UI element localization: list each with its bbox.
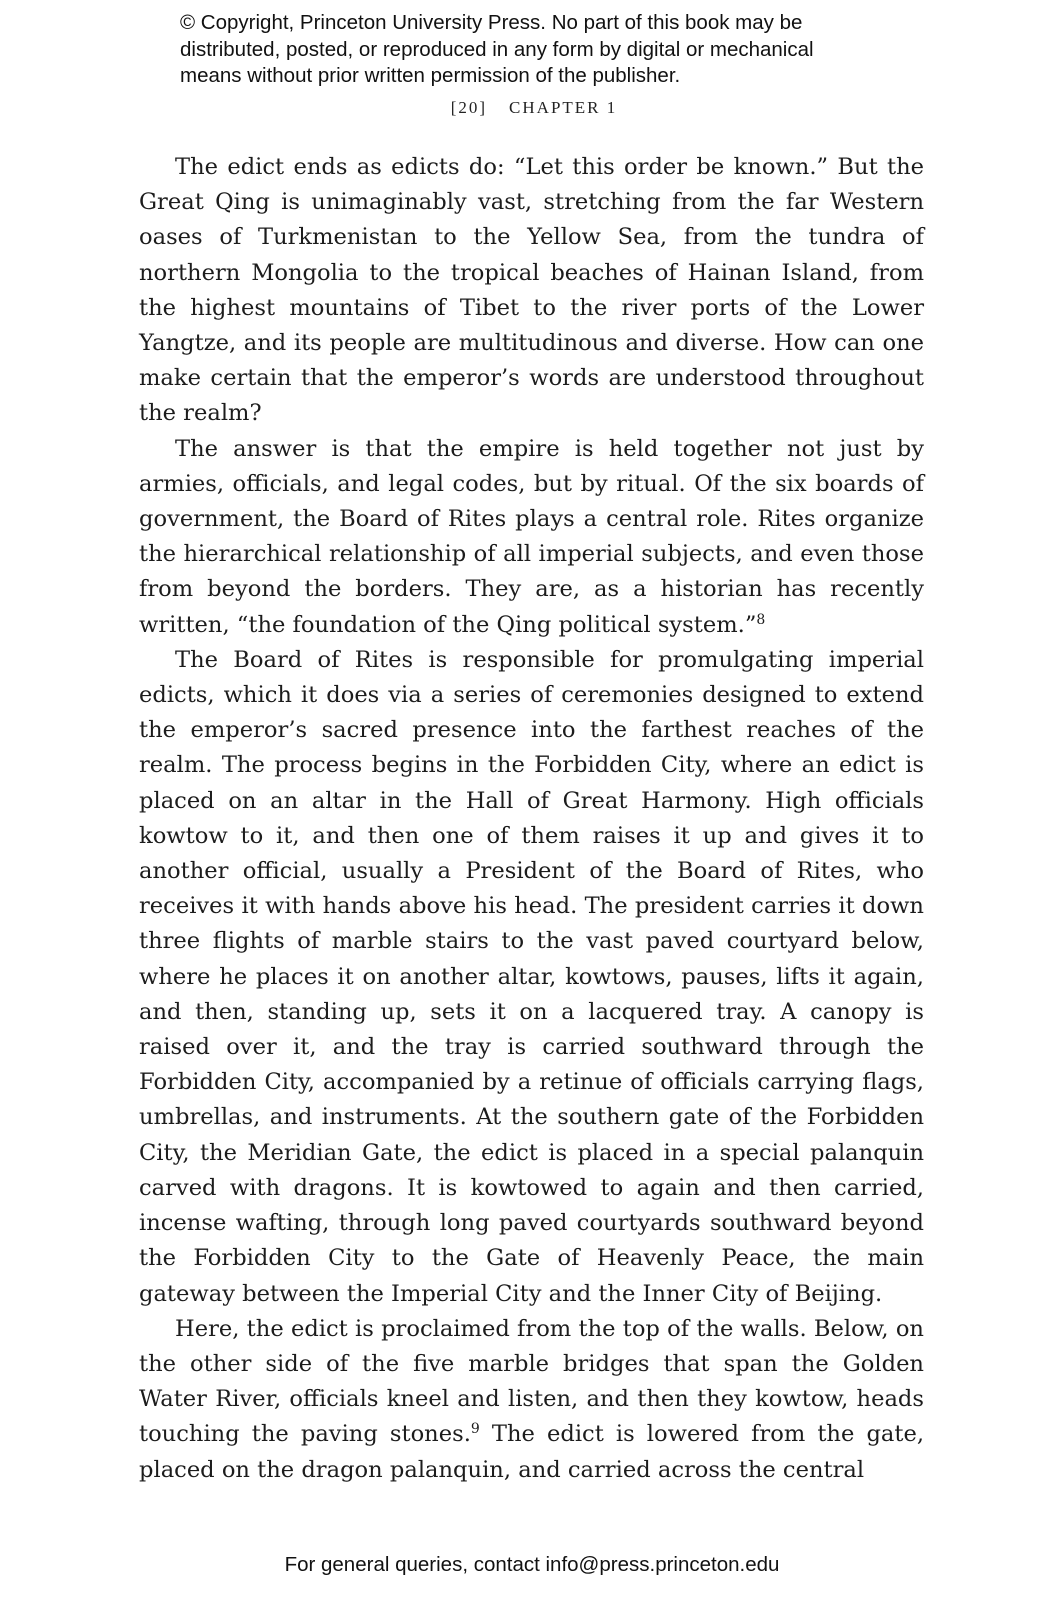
paragraph-3 — [139, 643, 924, 1312]
copyright-line-3: means without prior written permission of the publisher. — [180, 64, 681, 87]
running-head — [0, 98, 1050, 118]
footnote-ref-8: 8 — [756, 611, 766, 628]
paragraph-4-text-end: The edict is lowered from the gate, placed on the dragon palanquin, and carried across the central — [139, 1421, 925, 1483]
paragraph-1 — [139, 150, 924, 432]
footnote-ref-9: 9 — [470, 1421, 480, 1438]
paragraph-4-text-start: Here, the edict is proclaimed from the top of the walls. Below, on the other side of the five marble bridges that span the Golden Water River, officials kneel and listen, and then they kowtow, heads touching the paving stones. — [139, 1315, 924, 1448]
paragraph-2-text: The answer is that the empire is held together not just by armies, officials, and legal codes, but by ritual. Of the six boards of government, the Board of Rites plays a central role. Rites organize the hierarchical relationship of all imperial subjects, and even those from beyond the borders. They are, as a historian has recently written, “the foundation of the Qing political system.” — [139, 435, 924, 638]
copyright-line-2: distributed, posted, or reproduced in any form by digital or mechanical — [180, 37, 814, 61]
paragraph-1-text: The edict ends as edicts do: “Let this order be known.” But the Great Qing is unimaginably vast, stretching from the far Western oases of Turkmenistan to the Yellow Sea, from the tundra of northern Mongolia to the tropical beaches of Hainan Island, from the highest mountains of Tibet to the river ports of the Lower Yangtze, and its people are multitudinous and diverse. How can one make certain that the emperor’s words are understood throughout the realm? — [139, 154, 924, 427]
body-text — [139, 150, 924, 1488]
page-number: [20] — [450, 98, 488, 117]
paragraph-3-text: The Board of Rites is responsible for promulgating imperial edicts, which it does via a series of ceremonies designed to extend the emperor’s sacred presence into the farthest reaches of the realm. The process begins in the Forbidden City, where an edict is placed on an altar in the Hall of Great Harmony. High officials kowtow to it, and then one of them raises it up and gives it to another official, usually a President of the Board of Rites, who receives it with hands above his head. The president carries it down three flights of marble stairs to the vast paved courtyard below, where he places it on another altar, kowtows, pauses, lifts it again, and then, standing up, sets it on a lacquered tray. A canopy is raised over it, and the tray is carried southward through the Forbidden City, accompanied by a retinue of officials carrying flags, umbrellas, and instruments. At the southern gate of the Forbidden City, the Meridian Gate, the edict is placed in a special palanquin carved with dragons. It is kowtowed to again and then carried, incense wafting, through long paved courtyards southward beyond the Forbidden City to the Gate of Heavenly Peace, the main gateway between the Imperial City and the Inner City of Beijing. — [139, 646, 924, 1307]
paragraph-2 — [139, 432, 924, 643]
copyright-notice — [180, 10, 940, 90]
paragraph-4 — [139, 1312, 924, 1488]
chapter-label: CHAPTER 1 — [509, 98, 618, 117]
footer-contact: For general queries, contact info@press.princeton.edu — [284, 1553, 780, 1576]
copyright-line-1: © Copyright, Princeton University Press. No part of this book may be — [180, 11, 803, 34]
